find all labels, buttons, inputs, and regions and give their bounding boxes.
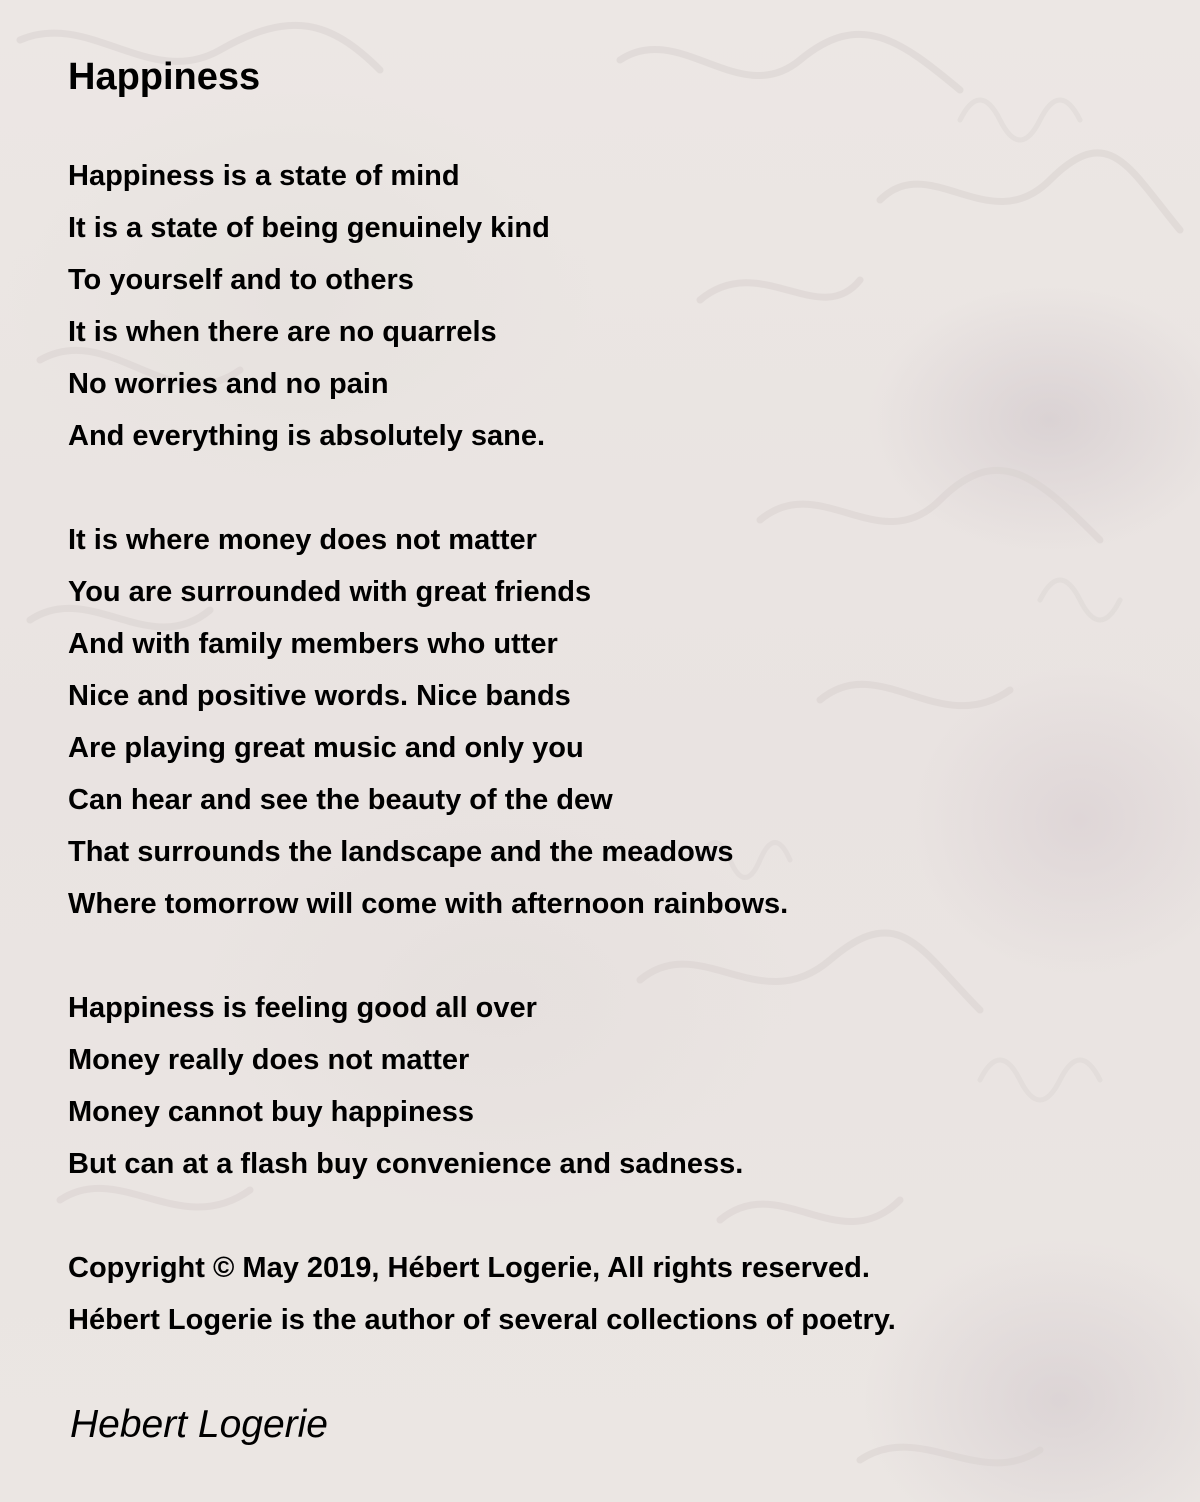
poem-line: Money really does not matter [68,1044,470,1076]
poem-line: It is when there are no quarrels [68,316,497,348]
poem-body [68,150,1168,1346]
poem-line: Happiness is feeling good all over [68,992,537,1024]
poem-line: Happiness is a state of mind [68,160,460,192]
copyright-notice [68,1242,1168,1346]
poem-title: Happiness [68,56,261,98]
poem-line: Where tomorrow will come with afternoon rainbows. [68,888,789,920]
poem-line: You are surrounded with great friends [68,576,592,608]
poem-line: Nice and positive words. Nice bands [68,680,571,712]
poem-line: But can at a flash buy convenience and sadness. [68,1148,744,1180]
poem-line: Can hear and see the beauty of the dew [68,784,613,816]
poem-line: It is where money does not matter [68,524,537,556]
poem-line: It is a state of being genuinely kind [68,212,550,244]
poem-line: And everything is absolutely sane. [68,420,546,452]
copyright-line: Copyright © May 2019, Hébert Logerie, All rights reserved. [68,1252,870,1284]
author-bio-line: Hébert Logerie is the author of several collections of poetry. [68,1304,896,1336]
author-signature: Hebert Logerie [70,1403,328,1446]
stanza-2 [68,514,1168,930]
poem-line: Money cannot buy happiness [68,1096,475,1128]
poem-line: To yourself and to others [68,264,414,296]
poem-line: Are playing great music and only you [68,732,584,764]
poem-line: And with family members who utter [68,628,558,660]
poem-line: No worries and no pain [68,368,389,400]
poem-line: That surrounds the landscape and the meadows [68,836,734,868]
stanza-3 [68,982,1168,1190]
stanza-1 [68,150,1168,462]
